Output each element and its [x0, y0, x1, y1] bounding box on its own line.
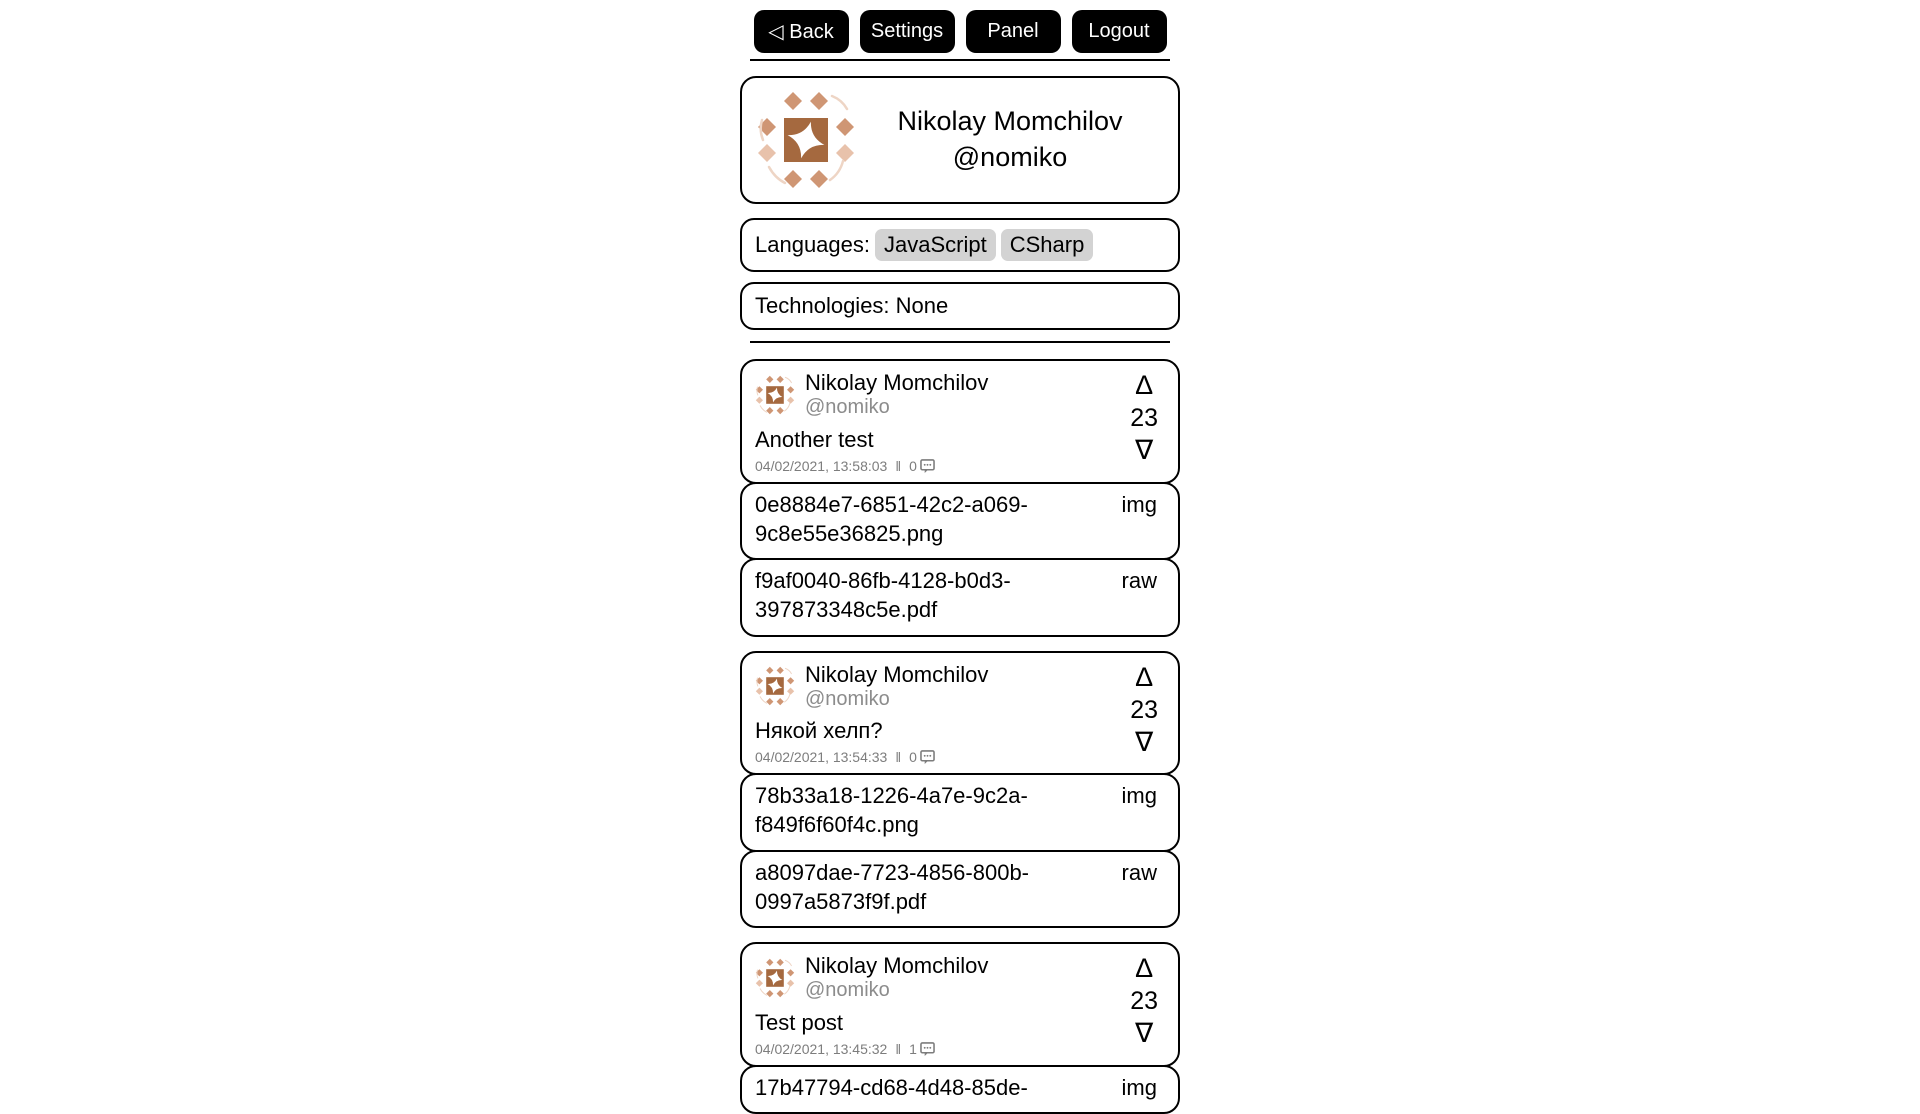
back-button[interactable]: ◁ Back	[754, 10, 849, 53]
post-card[interactable]	[740, 359, 1180, 484]
attachment-filename: 78b33a18-1226-4a7e-9c2a-f849f6f60f4c.png	[755, 783, 1028, 838]
vote-column	[1130, 953, 1158, 1049]
attachment-type-badge: raw	[1121, 859, 1157, 885]
post-author: Nikolay Momchilov	[805, 661, 989, 687]
vote-count: 23	[1130, 695, 1158, 724]
meta-separator: ‖	[895, 457, 902, 474]
attachment-row[interactable]	[740, 850, 1180, 929]
post-names	[805, 662, 988, 712]
post-comments	[909, 458, 935, 474]
post-header	[755, 370, 1165, 420]
technologies-value: None	[895, 293, 949, 318]
attachment-type-badge: raw	[1121, 568, 1157, 594]
post-avatar-identicon	[755, 375, 795, 415]
upvote-button[interactable]: Δ	[1135, 370, 1154, 400]
language-badge-javascript: JavaScript	[875, 229, 996, 261]
comment-count: 0	[909, 749, 917, 766]
logout-button[interactable]: Logout	[1072, 10, 1167, 53]
attachment-row[interactable]	[740, 558, 1180, 637]
post-group	[740, 651, 1180, 929]
post-meta	[755, 458, 1165, 474]
comment-icon	[920, 750, 935, 764]
post-meta	[755, 1041, 1165, 1057]
profile-avatar-identicon	[756, 90, 856, 190]
post-handle: @nomiko	[805, 979, 890, 1002]
technologies-card	[740, 282, 1180, 330]
main-column	[740, 0, 1180, 1114]
downvote-button[interactable]: ∇	[1135, 726, 1154, 757]
upvote-button[interactable]: Δ	[1135, 661, 1154, 692]
attachment-type-badge: img	[1121, 783, 1157, 809]
attachment-row[interactable]	[740, 1065, 1180, 1114]
post-comments	[909, 1041, 935, 1057]
profile-names	[856, 104, 1164, 175]
vote-column	[1130, 370, 1158, 466]
post-header	[755, 953, 1165, 1003]
upvote-button[interactable]: Δ	[1135, 953, 1154, 984]
post-title: Някой хелп?	[755, 718, 883, 744]
post-timestamp: 04/02/2021, 13:58:03	[755, 457, 888, 474]
vote-count: 23	[1130, 987, 1158, 1016]
vote-column	[1130, 662, 1158, 758]
attachment-filename: 17b47794-cd68-4d48-85de-	[755, 1074, 1028, 1100]
post-title: Another test	[755, 426, 874, 452]
meta-separator: ‖	[895, 1040, 902, 1057]
profile-card	[740, 76, 1180, 204]
post-handle: @nomiko	[805, 395, 890, 418]
attachment-row[interactable]	[740, 773, 1180, 852]
profile-name: Nikolay Momchilov	[897, 106, 1123, 137]
vote-count: 23	[1130, 404, 1158, 432]
comment-count: 1	[909, 1040, 917, 1057]
comment-icon	[920, 459, 935, 473]
post-title: Test post	[755, 1009, 844, 1035]
profile-posts-divider	[750, 341, 1170, 343]
post-card[interactable]	[740, 942, 1180, 1067]
attachment-filename: f9af0040-86fb-4128-b0d3-397873348c5e.pdf	[755, 568, 1011, 623]
post-meta	[755, 749, 1165, 765]
post-names	[805, 370, 988, 420]
attachment-type-badge: img	[1121, 491, 1157, 517]
panel-button[interactable]: Panel	[966, 10, 1061, 53]
post-comments	[909, 749, 935, 765]
languages-label: Languages:	[755, 232, 870, 257]
post-timestamp: 04/02/2021, 13:54:33	[755, 749, 888, 766]
attachment-row[interactable]	[740, 482, 1180, 561]
post-group	[740, 359, 1180, 637]
post-avatar-identicon	[755, 666, 795, 706]
comment-icon	[920, 1042, 935, 1056]
attachment-type-badge: img	[1121, 1074, 1157, 1100]
meta-separator: ‖	[895, 749, 902, 766]
downvote-button[interactable]: ∇	[1135, 435, 1154, 465]
profile-handle: @nomiko	[952, 142, 1068, 172]
post-group	[740, 942, 1180, 1114]
post-timestamp: 04/02/2021, 13:45:32	[755, 1040, 888, 1057]
post-header	[755, 662, 1165, 712]
post-avatar-identicon	[755, 958, 795, 998]
post-handle: @nomiko	[805, 687, 890, 710]
post-names	[805, 953, 988, 1003]
post-author: Nikolay Momchilov	[805, 370, 989, 395]
attachment-filename: a8097dae-7723-4856-800b-0997a5873f9f.pdf	[755, 859, 1030, 914]
language-badge-csharp: CSharp	[1001, 229, 1094, 261]
top-toolbar	[740, 10, 1180, 53]
post-author: Nikolay Momchilov	[805, 953, 989, 979]
toolbar-divider	[750, 59, 1170, 61]
comment-count: 0	[909, 457, 917, 474]
downvote-button[interactable]: ∇	[1135, 1018, 1154, 1049]
post-card[interactable]	[740, 651, 1180, 776]
settings-button[interactable]: Settings	[860, 10, 955, 53]
technologies-label: Technologies:	[755, 293, 890, 318]
attachment-filename: 0e8884e7-6851-42c2-a069-9c8e55e36825.png	[755, 491, 1028, 546]
languages-card	[740, 218, 1180, 272]
